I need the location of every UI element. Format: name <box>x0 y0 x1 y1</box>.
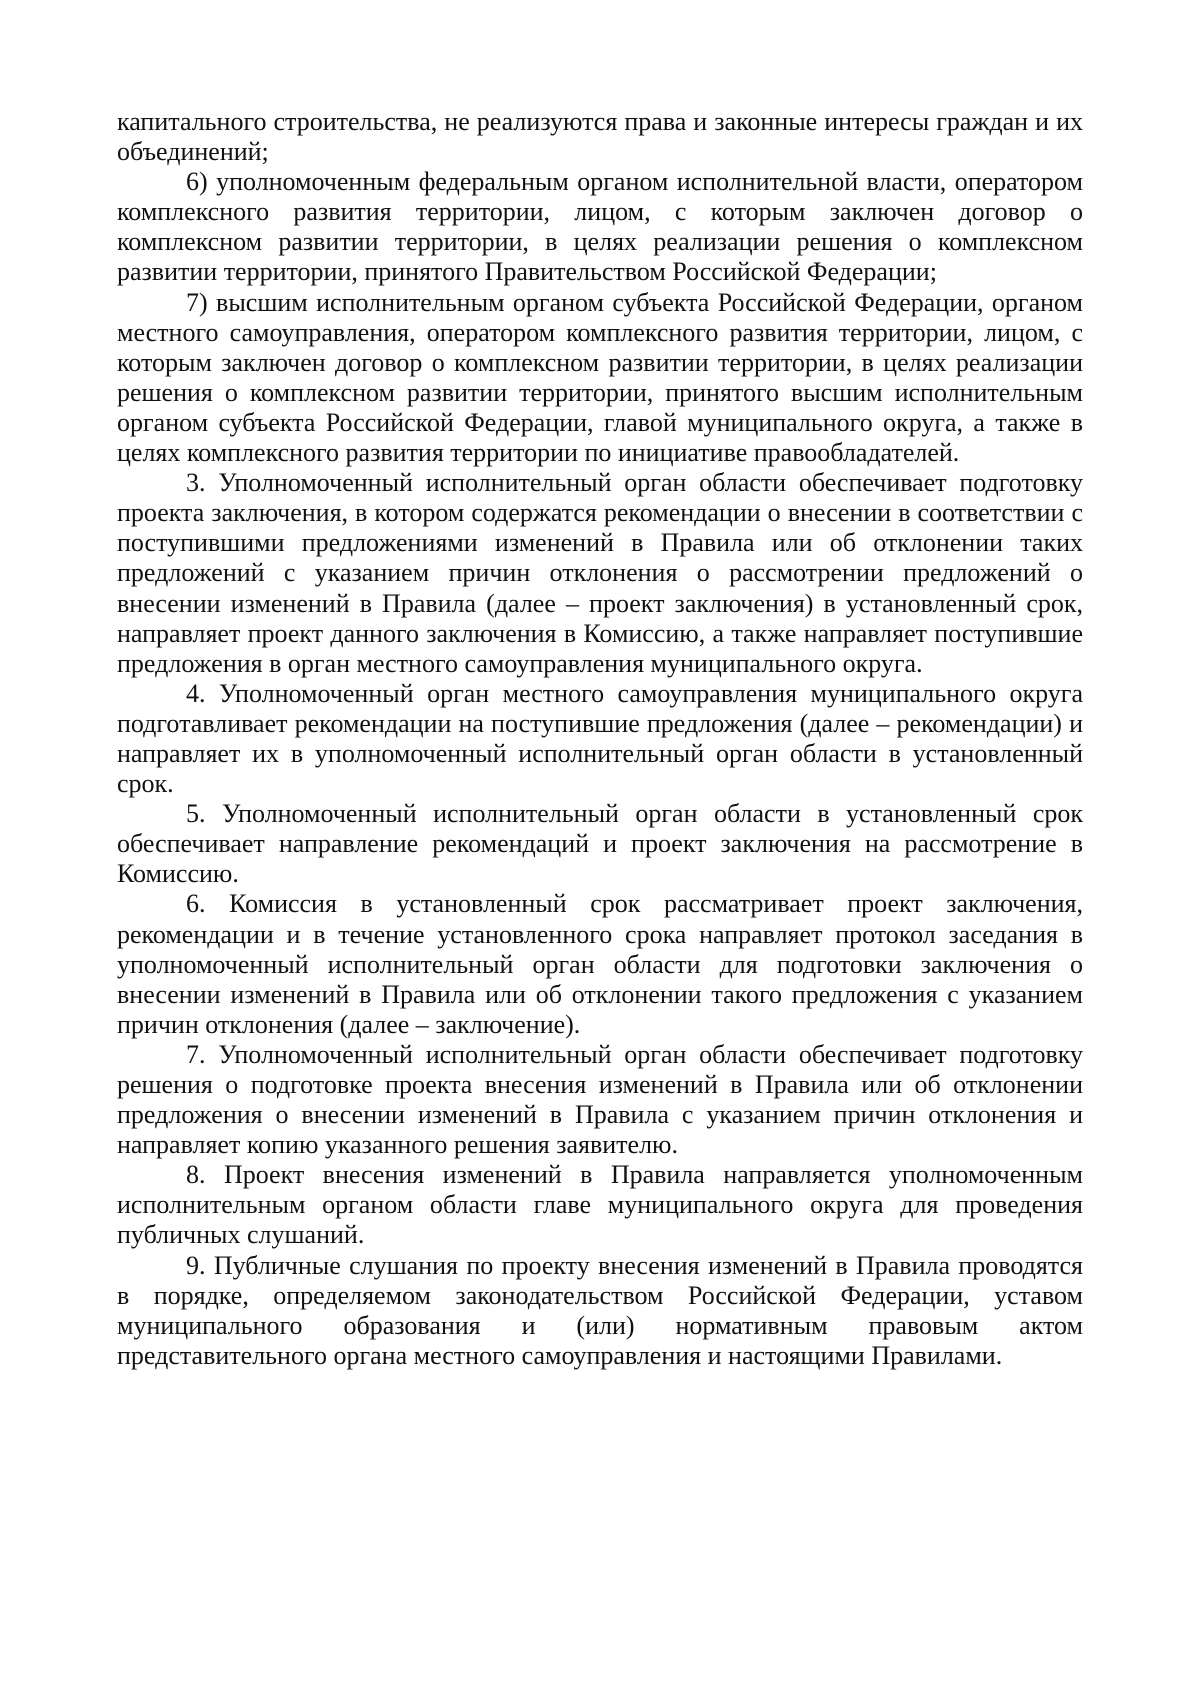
paragraph-section-6: 6. Комиссия в установленный срок рассматривает проект заключения, рекомендации и в течение установленного срока направляет протокол заседания в уполномоченный исполнительный орган области для подготовки заключения о внесении изменений в Правила или об отклонении такого предложения с указанием причин отклонения (далее – заключение). <box>117 889 1083 1039</box>
paragraph-section-7: 7. Уполномоченный исполнительный орган области обеспечивает подготовку решения о подготовке проекта внесения изменений в Правила или об отклонении предложения о внесении изменений в Правила с указанием причин отклонения и направляет копию указанного решения заявителю. <box>117 1039 1083 1160</box>
paragraph-section-8: 8. Проект внесения изменений в Правила направляется уполномоченным исполнительным органом области главе муниципального округа для проведения публичных слушаний. <box>117 1160 1083 1250</box>
document-page <box>117 107 1083 1371</box>
paragraph-section-4: 4. Уполномоченный орган местного самоуправления муниципального округа подготавливает рекомендации на поступившие предложения (далее – рекомендации) и направляет их в уполномоченный исполнительный орган области в установленный срок. <box>117 678 1083 799</box>
paragraph-section-5: 5. Уполномоченный исполнительный орган области в установленный срок обеспечивает направление рекомендаций и проект заключения на рассмотрение в Комиссию. <box>117 799 1083 889</box>
paragraph-item-6: 6) уполномоченным федеральным органом исполнительной власти, оператором комплексного развития территории, лицом, с которым заключен договор о комплексном развитии территории, в целях реализации решения о комплексном развитии территории, принятого Правительством Российской Федерации; <box>117 167 1083 287</box>
paragraph-section-9: 9. Публичные слушания по проекту внесения изменений в Правила проводятся в порядке, определяемом законодательством Российской Федерации, уставом муниципального образования и (или) нормативным правовым актом представительного органа местного самоуправления и настоящими Правилами. <box>117 1250 1083 1370</box>
paragraph-section-3: 3. Уполномоченный исполнительный орган области обеспечивает подготовку проекта заключения, в котором содержатся рекомендации о внесении в соответствии с поступившими предложениями изменений в Правила или об отклонении таких предложений с указанием причин отклонения о рассмотрении предложений о внесении изменений в Правила (далее – проект заключения) в установленный срок, направляет проект данного заключения в Комиссию, а также направляет поступившие предложения в орган местного самоуправления муниципального округа. <box>117 468 1083 678</box>
paragraph-continuation: капитального строительства, не реализуются права и законные интересы граждан и их объединений; <box>117 107 1083 167</box>
paragraph-item-7: 7) высшим исполнительным органом субъекта Российской Федерации, органом местного самоуправления, оператором комплексного развития территории, лицом, с которым заключен договор о комплексном развитии территории, в целях реализации решения о комплексном развитии территории, принятого высшим исполнительным органом субъекта Российской Федерации, главой муниципального округа, а также в целях комплексного развития территории по инициативе правообладателей. <box>117 287 1083 468</box>
